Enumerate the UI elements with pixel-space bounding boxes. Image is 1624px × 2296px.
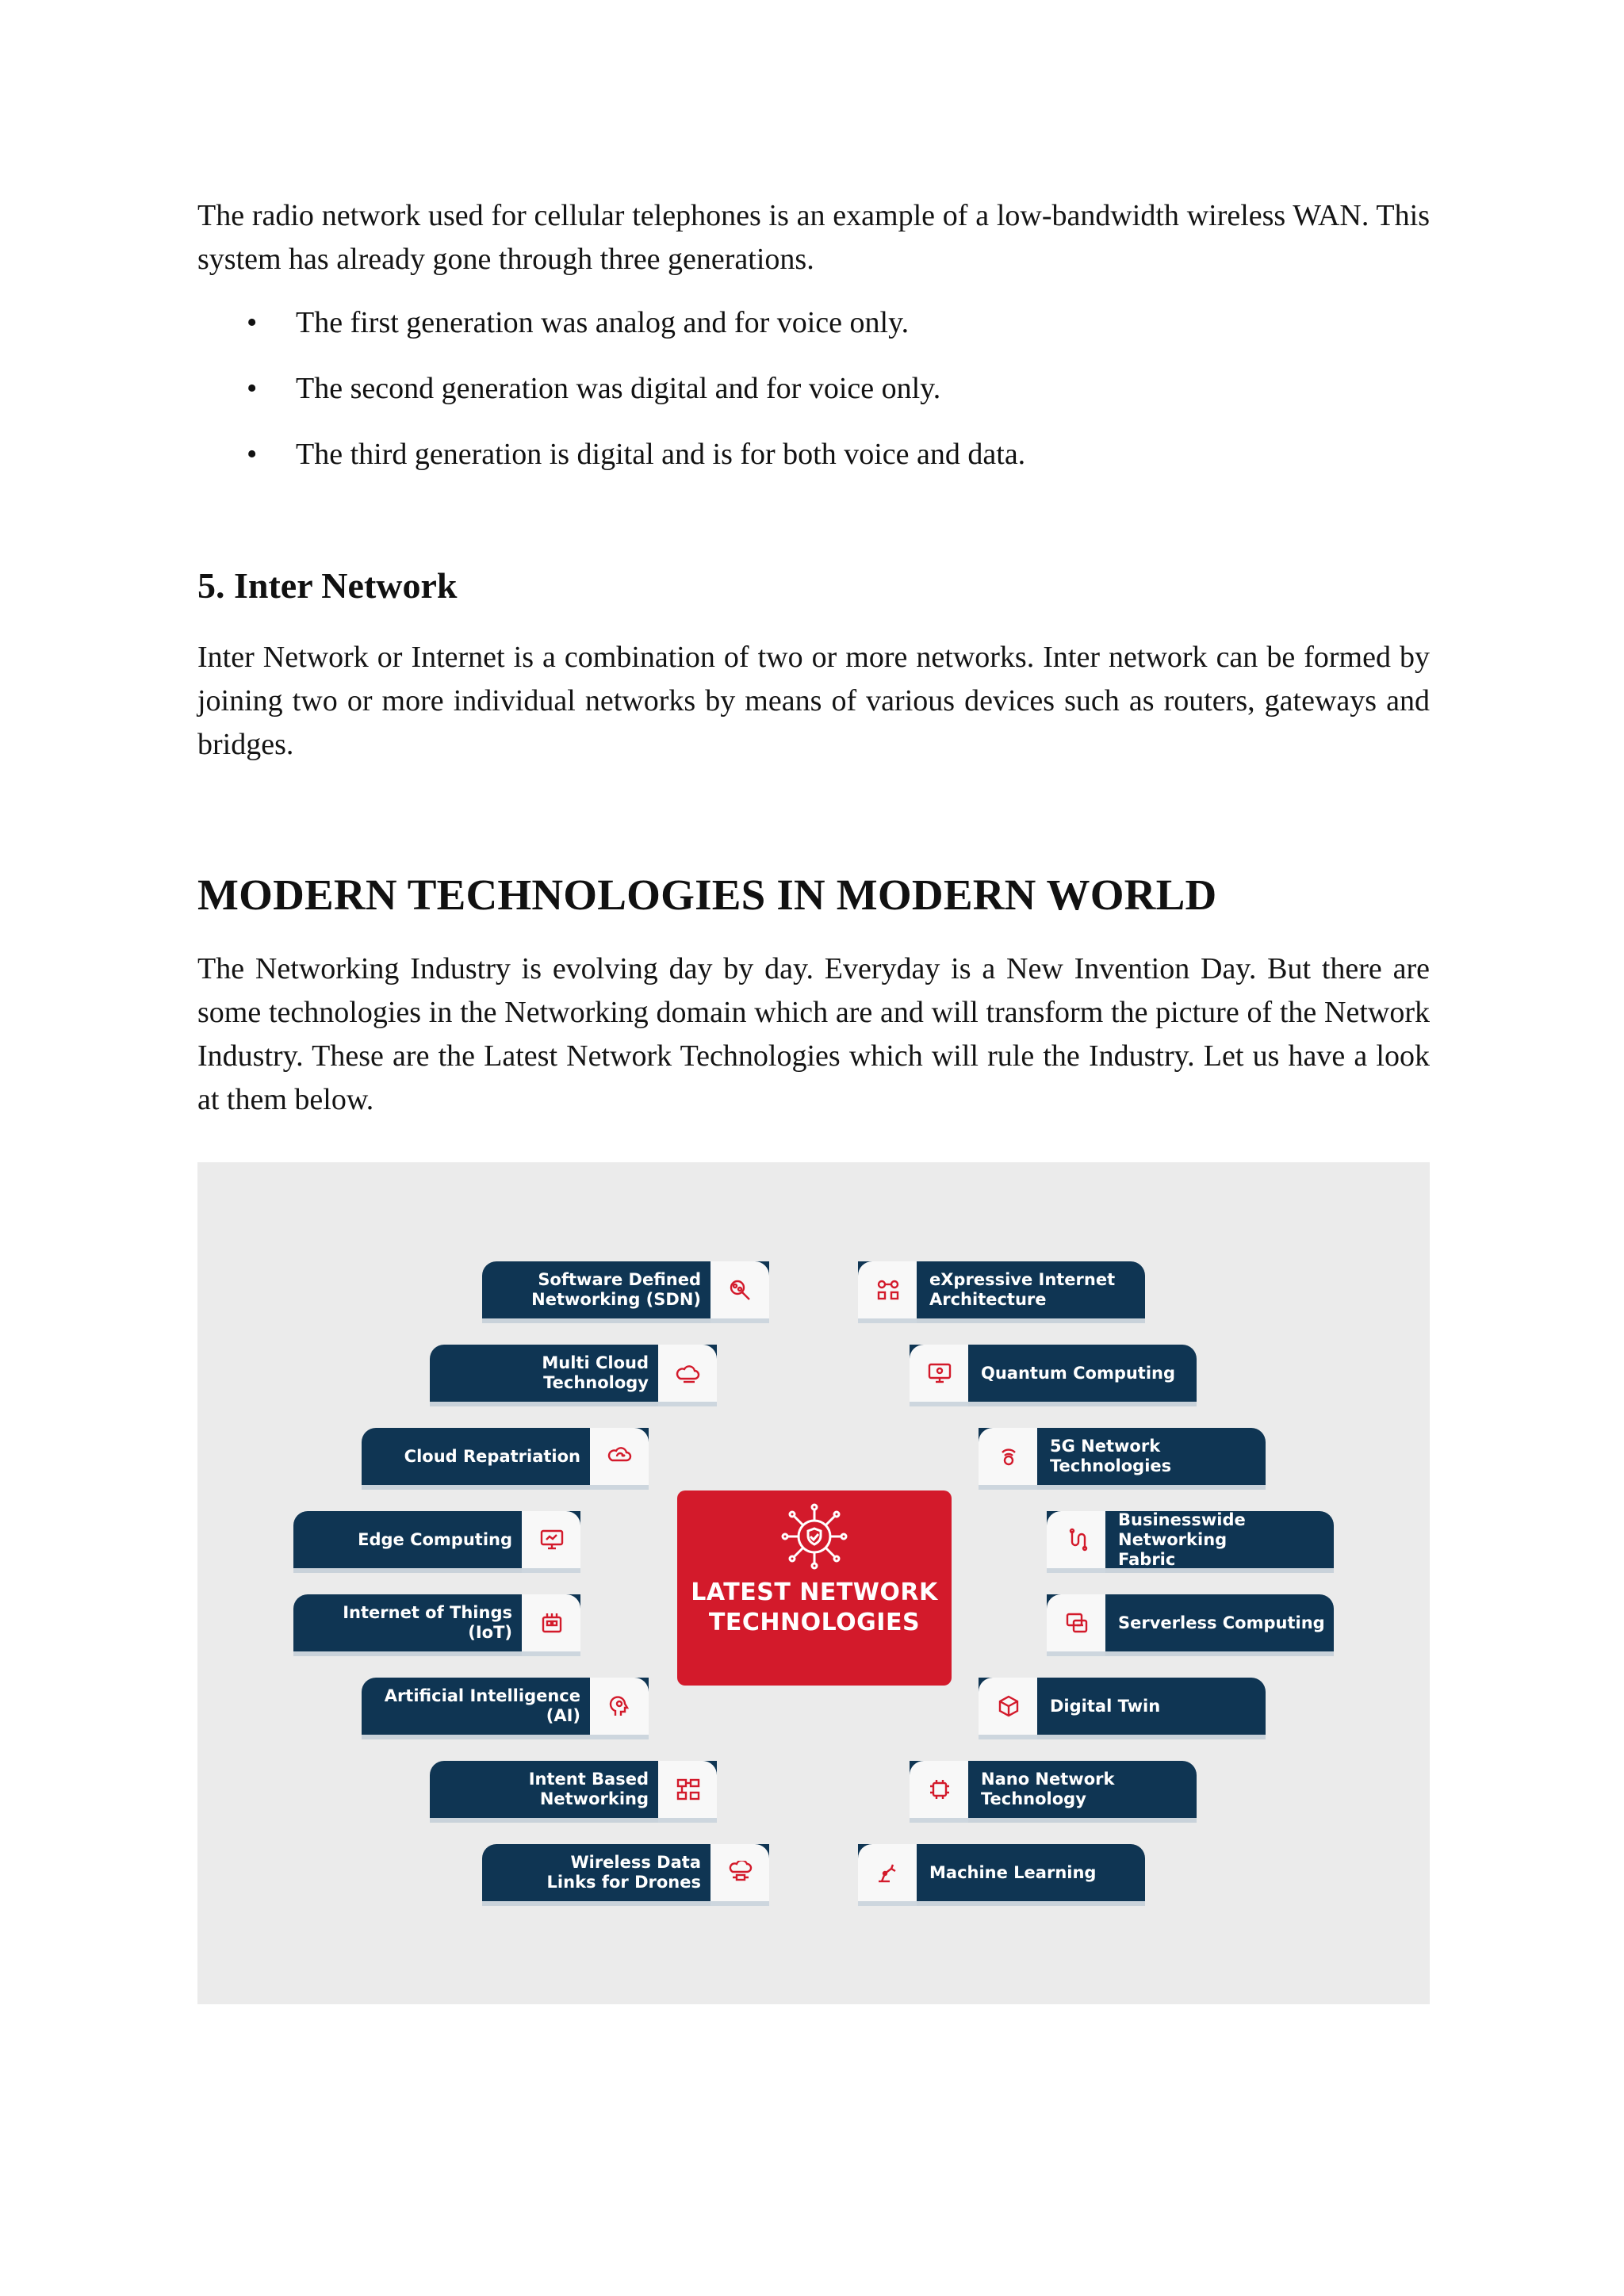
- tech-item-wireless-data-links-drones: [482, 1844, 769, 1901]
- monitor-icon: [522, 1511, 580, 1568]
- tech-item-artificial-intelligence: [362, 1678, 649, 1735]
- tech-item-machine-learning: [858, 1844, 1145, 1901]
- tech-item-cloud-repatriation: [362, 1428, 649, 1485]
- list-item: [197, 367, 1430, 433]
- tech-item-label: Digital Twin: [1050, 1696, 1161, 1716]
- clouds-icon: [658, 1345, 717, 1402]
- cube-icon: [979, 1678, 1037, 1735]
- tech-item-software-defined-networking: [482, 1261, 769, 1318]
- list-item-text: The third generation is digital and is for both voice and data.: [296, 438, 1026, 471]
- tech-item-label: Intent Based Networking: [528, 1770, 649, 1808]
- tech-item-label: 5G Network Technologies: [1050, 1437, 1172, 1475]
- architecture-nodes-icon: [858, 1261, 917, 1318]
- tech-item-multi-cloud: [430, 1345, 717, 1402]
- inter-network-paragraph: Inter Network or Internet is a combination of two or more networks. Inter network can be formed by joining two or more individual networks by means of various devices such as routers, gateways and bridges.: [197, 641, 1430, 761]
- list-item-text: The second generation was digital and for voice only.: [296, 372, 941, 405]
- bullet-icon: •: [247, 306, 258, 339]
- modern-technologies-paragraph: The Networking Industry is evolving day by day. Everyday is a New Invention Day. But there are some technologies in the Networking domain which are and will transform the picture of the Network Industry. These are the Latest Network Technologies which will rule the Industry. Let us have a look at them below.: [197, 952, 1430, 1116]
- tech-item-label: Businesswide Networking Fabric: [1118, 1510, 1246, 1569]
- nano-chip-icon: [910, 1761, 968, 1818]
- latest-network-technologies-infographic: [197, 1162, 1430, 2004]
- network-grid-icon: [658, 1761, 717, 1818]
- tech-item-5g-network: [979, 1428, 1266, 1485]
- intro-paragraph: The radio network used for cellular telephones is an example of a low-bandwidth wireless WAN. This system has already gone through three generations.: [197, 199, 1430, 276]
- list-item: [197, 433, 1430, 499]
- tech-item-label: Internet of Things (IoT): [343, 1603, 512, 1642]
- tech-item-label: eXpressive Internet Architecture: [929, 1270, 1116, 1309]
- list-item: [197, 301, 1430, 367]
- section-heading-modern-technologies: MODERN TECHNOLOGIES IN MODERN WORLD: [197, 871, 1217, 919]
- network-shield-icon: [781, 1503, 848, 1570]
- fabric-link-icon: [1047, 1511, 1105, 1568]
- ai-head-icon: [590, 1678, 649, 1735]
- tech-item-label: Artificial Intelligence (AI): [384, 1686, 580, 1725]
- center-title: LATEST NETWORK TECHNOLOGIES: [691, 1578, 938, 1636]
- tech-item-quantum-computing: [910, 1345, 1197, 1402]
- robot-arm-icon: [858, 1844, 917, 1901]
- 5g-signal-icon: [979, 1428, 1037, 1485]
- tech-item-label: Cloud Repatriation: [404, 1446, 580, 1466]
- tech-item-nano-network: [910, 1761, 1197, 1818]
- tech-item-label: Nano Network Technology: [981, 1770, 1115, 1808]
- section-heading-inter-network: 5. Inter Network: [197, 565, 458, 606]
- magnifier-network-icon: [710, 1261, 769, 1318]
- tech-item-label: Multi Cloud Technology: [542, 1353, 649, 1392]
- bullet-icon: •: [247, 438, 258, 471]
- tech-item-label: Machine Learning: [929, 1862, 1097, 1882]
- drone-cloud-icon: [710, 1844, 769, 1901]
- tech-item-intent-based-networking: [430, 1761, 717, 1818]
- center-title-box: [677, 1490, 952, 1686]
- tech-item-label: Software Defined Networking (SDN): [531, 1270, 701, 1309]
- tech-item-businesswide-networking-fabric: [1047, 1511, 1334, 1568]
- tech-item-internet-of-things: [293, 1594, 580, 1651]
- bullet-icon: •: [247, 372, 258, 405]
- tech-item-label: Quantum Computing: [981, 1363, 1176, 1383]
- tech-item-label: Edge Computing: [358, 1529, 512, 1549]
- tech-item-edge-computing: [293, 1511, 580, 1568]
- quantum-monitor-icon: [910, 1345, 968, 1402]
- list-item-text: The first generation was analog and for voice only.: [296, 306, 910, 339]
- tech-item-label: Serverless Computing: [1118, 1613, 1325, 1632]
- tech-item-expressive-internet-architecture: [858, 1261, 1145, 1318]
- iot-devices-icon: [522, 1594, 580, 1651]
- generation-list: [197, 301, 1430, 499]
- tech-item-serverless-computing: [1047, 1594, 1334, 1651]
- serverless-icon: [1047, 1594, 1105, 1651]
- tech-item-digital-twin: [979, 1678, 1266, 1735]
- cloud-sync-icon: [590, 1428, 649, 1485]
- tech-item-label: Wireless Data Links for Drones: [546, 1853, 701, 1892]
